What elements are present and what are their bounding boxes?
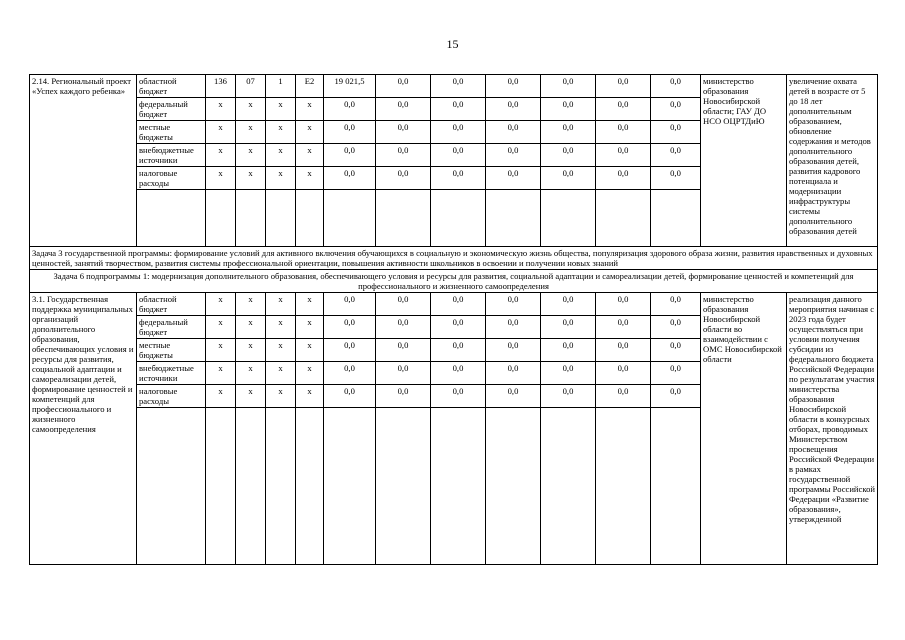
measure-name: 2.14. Региональный проект «Успех каждого ребенка»: [30, 75, 137, 247]
funding-source: местные бюджеты: [137, 339, 206, 362]
cell-v7: 0,0: [651, 167, 701, 190]
cell-v5: 0,0: [541, 121, 596, 144]
cell-v4: 0,0: [486, 144, 541, 167]
cell-c1: x: [206, 385, 236, 408]
page-number: 15: [446, 37, 459, 51]
block-state-support: [30, 293, 878, 565]
funding-source: федеральный бюджет: [137, 316, 206, 339]
cell-c3: x: [266, 293, 296, 316]
funding-source: внебюджетные источники: [137, 362, 206, 385]
cell-c1: x: [206, 98, 236, 121]
cell-c3: x: [266, 98, 296, 121]
measure-name: 3.1. Государственная поддержка муниципальных организаций дополнительного образования, обеспечивающих условия и ресурсы для развития, социальной адаптации и самореализации детей, формирование ценностей и компетенций для профессионального и жизненного самоопределения: [30, 293, 137, 565]
cell-v5: 0,0: [541, 293, 596, 316]
table-row: [30, 293, 878, 316]
cell-v2: 0,0: [376, 121, 431, 144]
cell-v7: 0,0: [651, 98, 701, 121]
cell-v1: 0,0: [324, 121, 376, 144]
funding-source: налоговые расходы: [137, 167, 206, 190]
cell-c2: x: [236, 167, 266, 190]
cell-v2: 0,0: [376, 362, 431, 385]
cell-c1: 136: [206, 75, 236, 98]
cell-c4: x: [296, 144, 324, 167]
cell-c2: x: [236, 362, 266, 385]
cell-v3: 0,0: [431, 362, 486, 385]
cell-c4: E2: [296, 75, 324, 98]
cell-c1: x: [206, 167, 236, 190]
cell-v4: 0,0: [486, 362, 541, 385]
cell-v6: 0,0: [596, 167, 651, 190]
cell-v7: 0,0: [651, 316, 701, 339]
table-row: [30, 75, 878, 98]
cell-v3: 0,0: [431, 293, 486, 316]
cell-v4: 0,0: [486, 316, 541, 339]
cell-v5: 0,0: [541, 144, 596, 167]
cell-c3: x: [266, 339, 296, 362]
cell-v1: 0,0: [324, 167, 376, 190]
cell-c1: x: [206, 293, 236, 316]
cell-v1: 0,0: [324, 316, 376, 339]
cell-c2: x: [236, 316, 266, 339]
cell-c3: x: [266, 385, 296, 408]
cell-v5: 0,0: [541, 362, 596, 385]
cell-c3: 1: [266, 75, 296, 98]
cell-v7: 0,0: [651, 121, 701, 144]
cell-v3: 0,0: [431, 339, 486, 362]
cell-v5: 0,0: [541, 98, 596, 121]
cell-c4: x: [296, 121, 324, 144]
cell-v6: 0,0: [596, 121, 651, 144]
cell-v4: 0,0: [486, 121, 541, 144]
expected-result: реализация данного мероприятия начиная с 2023 года будет осуществляться при условии получения субсидии из федерального бюджета Российской Федерации по результатам участия министерства образования Новосибирской области в конкурсных отборах, проводимых Министерством просвещения Российской Федерации в рамках государственной программы Российской Федерации «Развитие образования», утвержденной: [787, 293, 878, 565]
cell-c1: x: [206, 121, 236, 144]
cell-c4: x: [296, 385, 324, 408]
responsible-executor: министерство образования Новосибирской области; ГАУ ДО НСО ОЦРТДиЮ: [701, 75, 787, 247]
cell-v1: 0,0: [324, 293, 376, 316]
cell-v1: 0,0: [324, 144, 376, 167]
cell-v4: 0,0: [486, 293, 541, 316]
cell-v1: 0,0: [324, 385, 376, 408]
cell-v7: 0,0: [651, 75, 701, 98]
cell-v7: 0,0: [651, 293, 701, 316]
cell-v2: 0,0: [376, 75, 431, 98]
cell-v7: 0,0: [651, 362, 701, 385]
cell-v1: 19 021,5: [324, 75, 376, 98]
cell-v6: 0,0: [596, 293, 651, 316]
cell-c4: x: [296, 293, 324, 316]
cell-c2: x: [236, 121, 266, 144]
cell-v6: 0,0: [596, 339, 651, 362]
funding-source: налоговые расходы: [137, 385, 206, 408]
cell-v3: 0,0: [431, 121, 486, 144]
funding-table: [29, 74, 878, 565]
cell-v5: 0,0: [541, 167, 596, 190]
cell-c1: x: [206, 316, 236, 339]
funding-source: областной бюджет: [137, 293, 206, 316]
cell-v5: 0,0: [541, 385, 596, 408]
funding-source: федеральный бюджет: [137, 98, 206, 121]
cell-v2: 0,0: [376, 98, 431, 121]
cell-v4: 0,0: [486, 339, 541, 362]
task-3-heading: Задача 3 государственной программы: формирование условий для активного включения обучающихся в социальную и экономическую жизнь общества, популяризация здорового образа жизни, развития нравственных и духовных ценностей, занятий творчеством, развития системы профессиональной ориентации, повышения активности школьников в освоении и получении новых знаний: [30, 247, 878, 270]
cell-c2: x: [236, 293, 266, 316]
cell-c4: x: [296, 167, 324, 190]
cell-v5: 0,0: [541, 75, 596, 98]
cell-c2: x: [236, 339, 266, 362]
cell-v3: 0,0: [431, 75, 486, 98]
cell-c1: x: [206, 362, 236, 385]
cell-v6: 0,0: [596, 362, 651, 385]
cell-v3: 0,0: [431, 385, 486, 408]
block-regional-project: [30, 75, 878, 247]
cell-c4: x: [296, 362, 324, 385]
cell-v7: 0,0: [651, 144, 701, 167]
cell-v5: 0,0: [541, 316, 596, 339]
cell-c4: x: [296, 339, 324, 362]
cell-v3: 0,0: [431, 316, 486, 339]
cell-c2: x: [236, 144, 266, 167]
cell-v2: 0,0: [376, 144, 431, 167]
cell-c3: x: [266, 316, 296, 339]
cell-v4: 0,0: [486, 98, 541, 121]
cell-v4: 0,0: [486, 75, 541, 98]
cell-c3: x: [266, 144, 296, 167]
cell-c3: x: [266, 362, 296, 385]
cell-c1: x: [206, 144, 236, 167]
cell-v7: 0,0: [651, 385, 701, 408]
cell-c3: x: [266, 121, 296, 144]
cell-v6: 0,0: [596, 385, 651, 408]
cell-v3: 0,0: [431, 144, 486, 167]
cell-v6: 0,0: [596, 144, 651, 167]
cell-v2: 0,0: [376, 385, 431, 408]
cell-c4: x: [296, 316, 324, 339]
cell-c4: x: [296, 98, 324, 121]
cell-v3: 0,0: [431, 98, 486, 121]
cell-v5: 0,0: [541, 339, 596, 362]
cell-v7: 0,0: [651, 339, 701, 362]
cell-v4: 0,0: [486, 385, 541, 408]
cell-v1: 0,0: [324, 339, 376, 362]
task-6-heading: Задача 6 подпрограммы 1: модернизация дополнительного образования, обеспечивающего условия и ресурсы для развития, социальной адаптации и самореализации детей, формирование ценностей и компетенций для профессионального и жизненного самоопределения: [30, 270, 878, 293]
cell-v1: 0,0: [324, 98, 376, 121]
expected-result: увеличение охвата детей в возрасте от 5 до 18 лет дополнительным образованием, обновление содержания и методов дополнительного образования детей, развития кадрового потенциала и модернизации инфраструктуры системы дополнительного образования детей: [787, 75, 878, 247]
cell-c2: 07: [236, 75, 266, 98]
cell-v2: 0,0: [376, 316, 431, 339]
cell-v2: 0,0: [376, 167, 431, 190]
responsible-executor: министерство образования Новосибирской области во взаимодействии с ОМС Новосибирской области: [701, 293, 787, 565]
funding-source: областной бюджет: [137, 75, 206, 98]
cell-c2: x: [236, 385, 266, 408]
cell-v6: 0,0: [596, 98, 651, 121]
funding-source: местные бюджеты: [137, 121, 206, 144]
cell-v2: 0,0: [376, 293, 431, 316]
cell-v6: 0,0: [596, 75, 651, 98]
cell-v3: 0,0: [431, 167, 486, 190]
cell-v1: 0,0: [324, 362, 376, 385]
cell-v2: 0,0: [376, 339, 431, 362]
cell-v4: 0,0: [486, 167, 541, 190]
cell-c1: x: [206, 339, 236, 362]
funding-source: внебюджетные источники: [137, 144, 206, 167]
cell-v6: 0,0: [596, 316, 651, 339]
cell-c2: x: [236, 98, 266, 121]
cell-c3: x: [266, 167, 296, 190]
